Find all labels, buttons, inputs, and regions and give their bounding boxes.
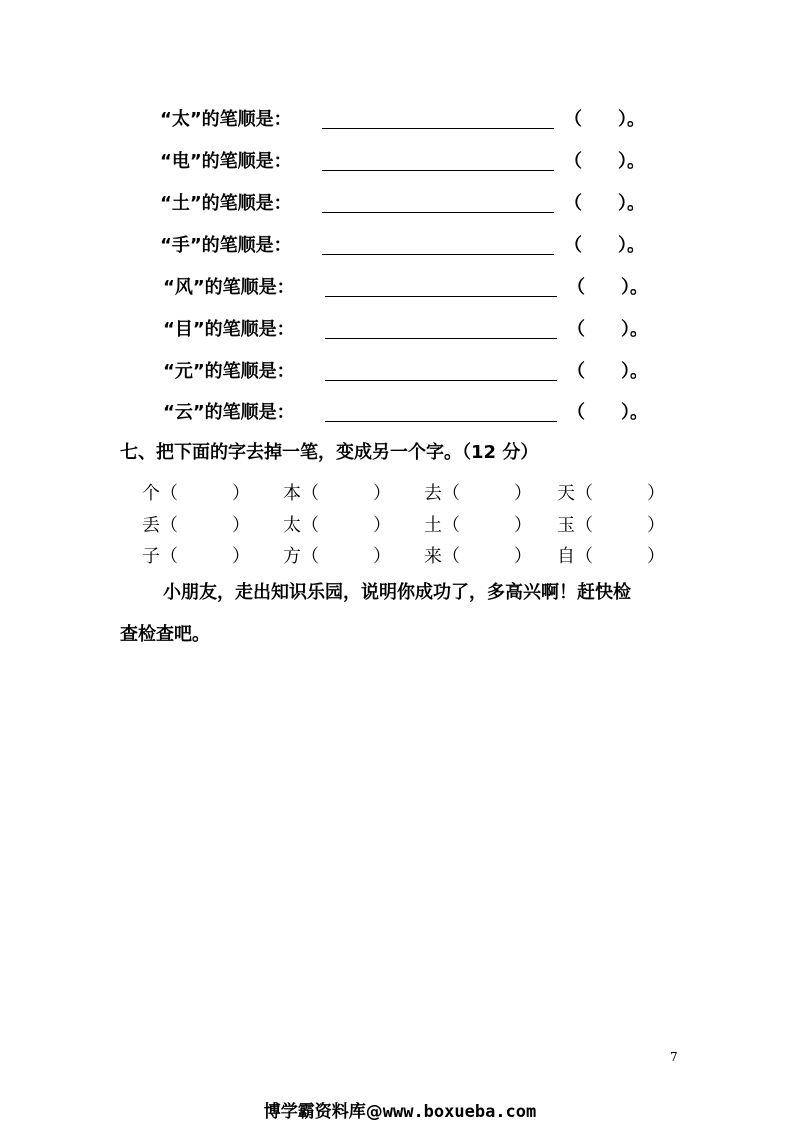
answer-blank[interactable] — [325, 421, 557, 422]
char-exercise-cell[interactable]: 去（ ） — [424, 483, 532, 504]
char-exercise-cell[interactable]: 个（ ） — [142, 483, 250, 504]
char-exercise-cell[interactable]: 本（ ） — [283, 483, 391, 504]
answer-blank[interactable] — [325, 380, 557, 381]
stroke-order-label: “目”的笔顺是： — [163, 319, 295, 340]
stroke-order-label: “太”的笔顺是： — [160, 109, 292, 130]
answer-blank[interactable] — [322, 170, 554, 171]
answer-parentheses[interactable]: （ ）。 — [564, 151, 645, 172]
stroke-order-item — [163, 360, 648, 384]
stroke-order-label: “土”的笔顺是： — [160, 193, 292, 214]
page-number: 7 — [670, 1050, 678, 1064]
answer-parentheses[interactable]: （ ）。 — [567, 277, 648, 298]
stroke-order-item — [163, 401, 648, 425]
answer-parentheses[interactable]: （ ）。 — [564, 193, 645, 214]
char-exercise-cell[interactable]: 太（ ） — [283, 515, 391, 536]
char-exercise-cell[interactable]: 自（ ） — [557, 546, 665, 567]
answer-parentheses[interactable]: （ ）。 — [567, 319, 648, 340]
answer-blank[interactable] — [322, 254, 554, 255]
stroke-order-item — [160, 192, 645, 216]
answer-blank[interactable] — [322, 128, 554, 129]
answer-blank[interactable] — [325, 338, 557, 339]
char-exercise-cell[interactable]: 玉（ ） — [557, 515, 665, 536]
footer-url[interactable]: www.boxueba.com — [382, 1102, 537, 1122]
char-exercise-cell[interactable]: 子（ ） — [142, 546, 250, 567]
stroke-order-label: “元”的笔顺是： — [163, 361, 295, 382]
stroke-order-label: “风”的笔顺是： — [163, 277, 295, 298]
footer-watermark — [0, 1097, 800, 1122]
footer-site-name: 博学霸资料库@ — [263, 1102, 383, 1122]
char-exercise-cell[interactable]: 丢（ ） — [142, 515, 250, 536]
char-exercise-cell[interactable]: 方（ ） — [283, 546, 391, 567]
char-exercise-cell[interactable]: 来（ ） — [424, 546, 532, 567]
answer-parentheses[interactable]: （ ）。 — [567, 361, 648, 382]
stroke-order-item — [160, 108, 645, 132]
answer-blank[interactable] — [322, 212, 554, 213]
closing-text-line-2: 查检查吧。 — [120, 624, 210, 645]
stroke-order-label: “手”的笔顺是： — [160, 235, 292, 256]
answer-parentheses[interactable]: （ ）。 — [564, 235, 645, 256]
stroke-order-label: “云”的笔顺是： — [163, 402, 295, 423]
char-exercise-cell[interactable]: 天（ ） — [557, 483, 665, 504]
closing-text-line-1: 小朋友，走出知识乐园，说明你成功了，多高兴啊！赶快检 — [163, 582, 631, 603]
stroke-order-item — [160, 234, 645, 258]
stroke-order-item — [160, 150, 645, 174]
answer-parentheses[interactable]: （ ）。 — [567, 402, 648, 423]
answer-blank[interactable] — [325, 296, 557, 297]
stroke-order-label: “电”的笔顺是： — [160, 151, 292, 172]
char-exercise-cell[interactable]: 土（ ） — [424, 515, 532, 536]
stroke-order-item — [163, 276, 648, 300]
stroke-order-item — [163, 318, 648, 342]
answer-parentheses[interactable]: （ ）。 — [564, 109, 645, 130]
section-7-title: 七、把下面的字去掉一笔，变成另一个字。（12 分） — [120, 442, 539, 463]
